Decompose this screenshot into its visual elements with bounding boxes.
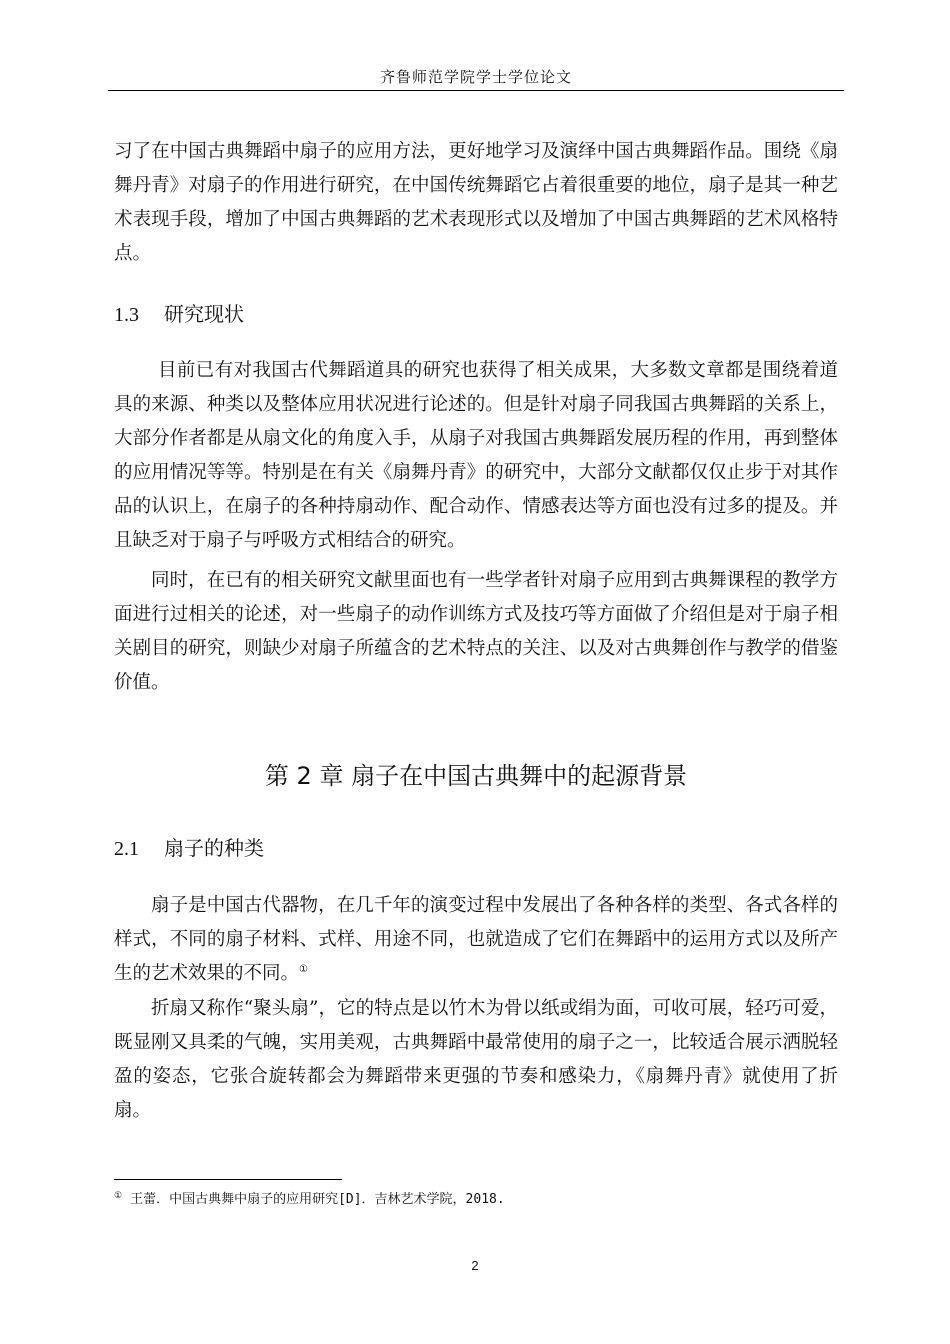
paragraph-fan-origin bbox=[114, 889, 838, 991]
page-header: 齐鲁师范学院学士学位论文 bbox=[379, 68, 572, 86]
footnote-mark: ① bbox=[114, 1190, 123, 1201]
page-number: 2 bbox=[471, 1258, 479, 1273]
paragraph-intro-continued: 习了在中国古典舞蹈中扇子的应用方法，更好地学习及演绎中国古典舞蹈作品。围绕《扇舞丹青》对扇子的作用进行研究，在中国传统舞蹈它占着很重要的地位，扇子是其一种艺术表现手段，增加了中国古典舞蹈的艺术表现形式以及增加了中国古典舞蹈的艺术风格特点。 bbox=[114, 141, 838, 264]
footnote bbox=[114, 1188, 505, 1207]
footnote-text: 王蕾．中国古典舞中扇子的应用研究[D]．吉林艺术学院，2018. bbox=[130, 1192, 505, 1207]
section-heading-1-3 bbox=[114, 298, 244, 327]
section-number: 1.3 bbox=[114, 304, 139, 326]
footnote-rule bbox=[114, 1179, 342, 1180]
footnote-reference[interactable]: ① bbox=[299, 963, 308, 975]
paragraph-research-status: 目前已有对我国古代舞蹈道具的研究也获得了相关成果，大多数文章都是围绕着道具的来源、种类以及整体应用状况进行论述的。但是针对扇子同我国古典舞蹈的关系上，大部分作者都是从扇文化的角度入手，从扇子对我国古典舞蹈发展历程的作用，再到整体的应用情况等等。特别是在有关《扇舞丹青》的研究中，大部分文献都仅仅止步于对其作品的认识上，在扇子的各种持扇动作、配合动作、情感表达等方面也没有过多的提及。并且缺乏对于扇子与呼吸方式相结合的研究。 bbox=[114, 360, 838, 551]
chapter-title: 第 2 章 扇子在中国古典舞中的起源背景 bbox=[264, 762, 688, 790]
paragraph-fan-origin-text: 扇子是中国古代器物，在几千年的演变过程中发展出了各种各样的类型、各式各样的样式，不同的扇子材料、式样、用途不同，也就造成了它们在舞蹈中的运用方式以及所产生的艺术效果的不同。 bbox=[114, 895, 838, 984]
paragraph-related-literature: 同时，在已有的相关研究文献里面也有一些学者针对扇子应用到古典舞课程的教学方面进行过相关的论述，对一些扇子的动作训练方式及技巧等方面做了介绍但是对于扇子相关剧目的研究，则缺少对扇子所蕴含的艺术特点的关注、以及对古典舞创作与教学的借鉴价值。 bbox=[114, 570, 838, 693]
header-rule bbox=[108, 90, 844, 91]
paragraph-folding-fan: 折扇又称作“聚头扇”，它的特点是以竹木为骨以纸或绢为面，可收可展，轻巧可爱，既显刚又具柔的气魄，实用美观，古典舞蹈中最常使用的扇子之一，比较适合展示洒脱轻盈的姿态，它张合旋转都会为舞蹈带来更强的节奏和感染力，《扇舞丹青》就使用了折扇。 bbox=[114, 998, 838, 1121]
section-number: 2.1 bbox=[114, 838, 139, 860]
section-heading-2-1 bbox=[114, 832, 264, 861]
section-title: 研究现状 bbox=[164, 302, 244, 326]
section-title: 扇子的种类 bbox=[164, 836, 264, 860]
